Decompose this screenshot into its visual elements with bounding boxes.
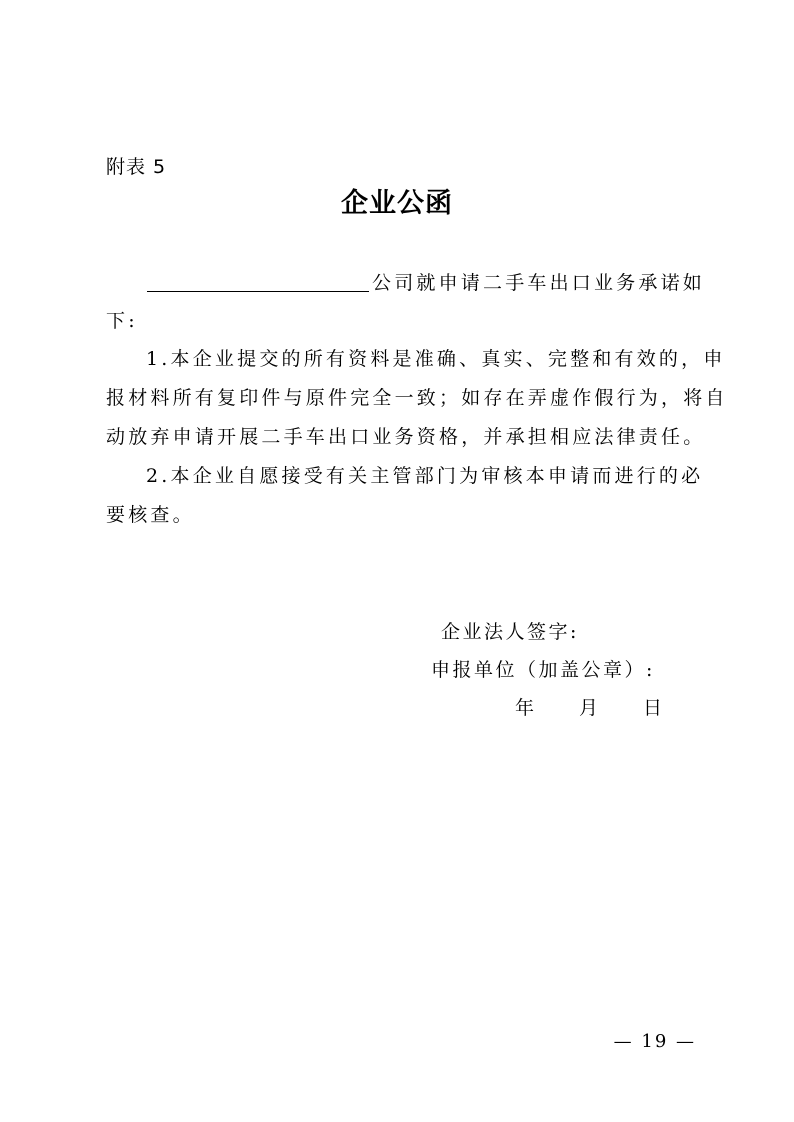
- company-name-blank-line: [147, 291, 369, 292]
- date-year-label: 年: [515, 697, 535, 719]
- intro-line-1: 公司就申请二手车出口业务承诺如: [372, 272, 706, 294]
- legal-person-signature-label: 企业法人签字:: [441, 621, 579, 643]
- item1-line-3: 动放弃申请开展二手车出口业务资格，并承担相应法律责任。: [106, 426, 706, 448]
- document-title: 企业公函: [341, 188, 453, 219]
- item2-line-1: 2.本企业自愿接受有关主管部门为审核本申请而进行的必: [146, 465, 704, 487]
- applicant-unit-seal-label: 申报单位（加盖公章）:: [431, 659, 655, 681]
- date-month-label: 月: [579, 697, 599, 719]
- item2-line-2: 要核查。: [106, 504, 195, 526]
- item1-line-1: 1.本企业提交的所有资料是准确、真实、完整和有效的，申: [146, 348, 726, 370]
- date-day-label: 日: [643, 697, 663, 719]
- attachment-label: 附表 5: [106, 156, 167, 178]
- intro-line-2: 下:: [106, 310, 138, 332]
- item1-line-2: 报材料所有复印件与原件完全一致；如存在弄虚作假行为，将自: [106, 387, 728, 409]
- page-number: — 19 —: [613, 1031, 696, 1052]
